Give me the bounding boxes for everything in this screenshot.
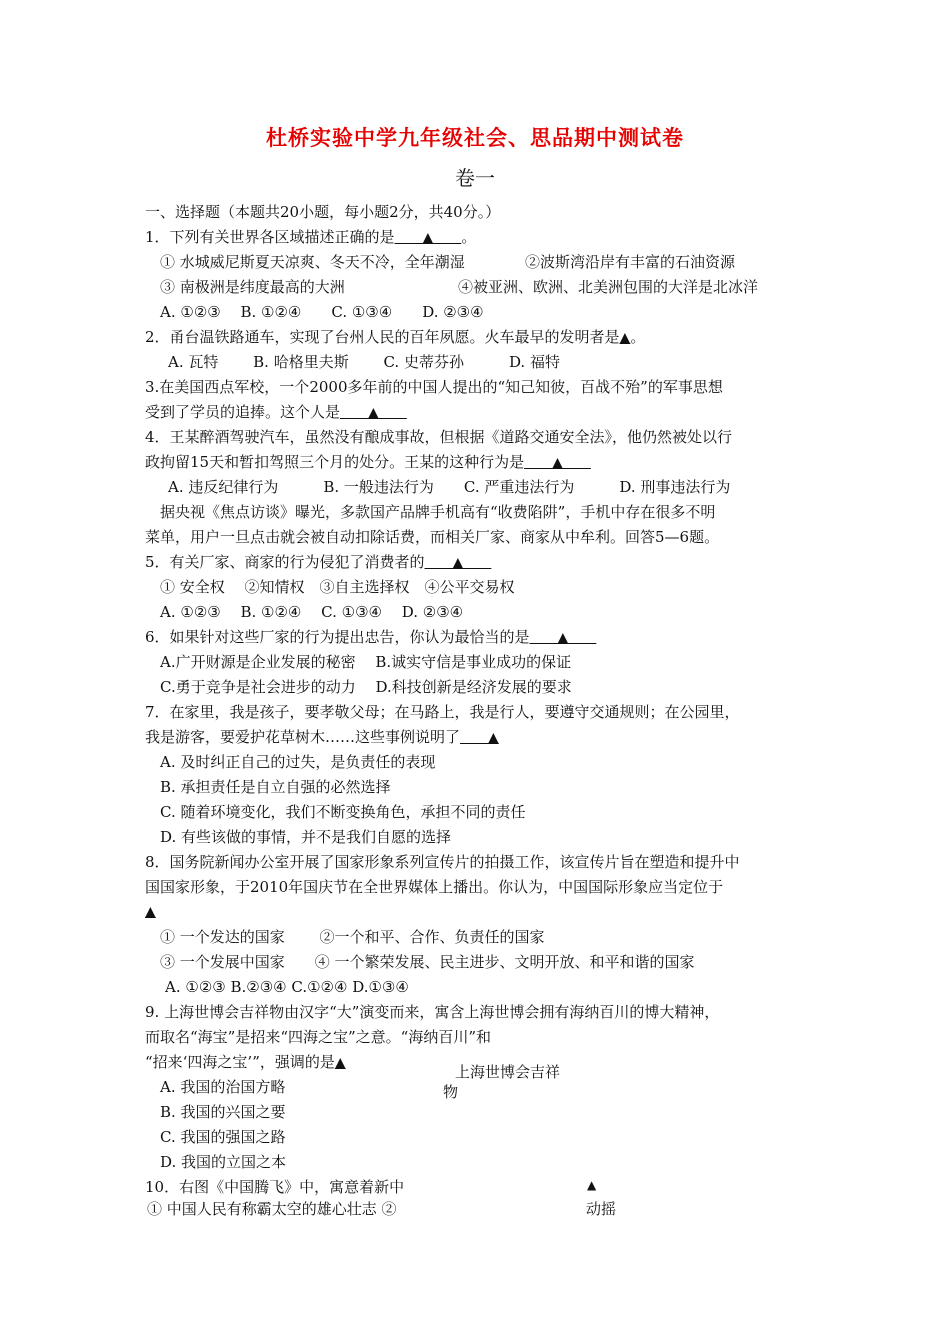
question-9-line-2: 而取名“海宝”是招来“四海之宝”之意。“海纳百川”和 xyxy=(145,1028,492,1046)
question-8-options-34: ③ 一个发展中国家 ④ 一个繁荣发展、民主进步、文明开放、和平和谐的国家 xyxy=(160,953,695,971)
section-heading: 一、选择题（本题共20小题，每小题2分，共40分。） xyxy=(145,203,501,221)
answer-blank: ▲ xyxy=(460,730,499,746)
answer-blank: ▲ xyxy=(619,330,631,346)
question-9-text: “招来‘四海之宝’”，强调的是 xyxy=(145,1053,335,1071)
question-6-text: 6．如果针对这些厂家的行为提出忠告，你认为最恰当的是 xyxy=(145,628,530,646)
question-4-choices: A. 违反纪律行为 B. 一般违法行为 C. 严重违法行为 D. 刑事违法行为 xyxy=(168,478,731,496)
page-subtitle: 卷一 xyxy=(455,166,495,190)
answer-blank: ▲ xyxy=(145,904,156,920)
question-1-text: 1．下列有关世界各区域描述正确的是 xyxy=(145,228,395,246)
question-7-text: 我是游客，要爱护花草树木……这些事例说明了 xyxy=(145,728,461,746)
question-10-option: ① 中国人民有称霸太空的雄心壮志 ② xyxy=(147,1200,397,1218)
question-1-option-2: ②波斯湾沿岸有丰富的石油资源 xyxy=(525,253,736,271)
question-2-choices: A. 瓦特 B. 哈格里夫斯 C. 史蒂芬孙 D. 福特 xyxy=(168,353,560,371)
answer-blank: ▲ xyxy=(334,1055,346,1071)
answer-marker: ▲ xyxy=(587,1178,597,1192)
question-10: 10．右图《中国腾飞》中，寓意着新中 xyxy=(145,1178,405,1196)
question-7-line-2 xyxy=(145,727,499,748)
question-9-option-c: C. 我国的强国之路 xyxy=(160,1128,286,1146)
context-line-2: 菜单，用户一旦点击就会被自动扣除话费，而相关厂家、商家从中牟利。回答5—6题。 xyxy=(145,528,720,546)
question-7-option-c: C. 随着环境变化，我们不断变换角色，承担不同的责任 xyxy=(160,803,526,821)
question-1-option-4: ④被亚洲、欧洲、北美洲包围的大洋是北冰洋 xyxy=(458,278,759,296)
question-4-text: 政拘留15天和暂扣驾照三个月的处分。王某的这种行为是 xyxy=(145,453,525,471)
question-8-choices: A. ①②③ B.②③④ C.①②④ D.①③④ xyxy=(165,978,409,996)
question-1-end: 。 xyxy=(461,228,477,246)
question-1 xyxy=(145,227,476,248)
question-10-fragment: 动摇 xyxy=(586,1200,617,1218)
question-8-line-2: 国国家形象，于2010年国庆节在全世界媒体上播出。你认为，中国国际形象应当定位于 xyxy=(145,878,724,896)
question-7-option-a: A. 及时纠正自己的过失，是负责任的表现 xyxy=(160,753,436,771)
question-5 xyxy=(145,552,491,573)
question-9-option-d: D. 我国的立国之本 xyxy=(160,1153,287,1171)
question-3-line-2 xyxy=(145,402,407,423)
question-3-text: 受到了学员的追捧。这个人是 xyxy=(145,403,341,421)
question-2 xyxy=(145,327,645,348)
question-9-option-a: A. 我国的治国方略 xyxy=(160,1078,286,1096)
answer-blank: ▲ xyxy=(529,630,597,646)
question-5-choices: A. ①②③ B. ①②④ C. ①③④ D. ②③④ xyxy=(160,603,464,621)
page-title: 杜桥实验中学九年级社会、思品期中测试卷 xyxy=(266,125,684,150)
mascot-caption: 上海世博会吉祥 xyxy=(455,1063,561,1081)
question-6-options-ab: A.广开财源是企业发展的秘密 B.诚实守信是事业成功的保证 xyxy=(160,653,572,671)
answer-blank: ▲ xyxy=(340,405,407,421)
question-1-choices: A. ①②③ B. ①②④ C. ①③④ D. ②③④ xyxy=(160,303,484,321)
question-9-option-b: B. 我国的兴国之要 xyxy=(160,1103,286,1121)
question-2-text: 2．甬台温铁路通车，实现了台州人民的百年夙愿。火车最早的发明者是 xyxy=(145,328,620,346)
question-1-option-3: ③ 南极洲是纬度最高的大洲 xyxy=(160,278,345,296)
question-6-options-cd: C.勇于竞争是社会进步的动力 D.科技创新是经济发展的要求 xyxy=(160,678,572,696)
question-8-options-12: ① 一个发达的国家 ②一个和平、合作、负责任的国家 xyxy=(160,928,545,946)
answer-blank: ▲ xyxy=(424,555,492,571)
answer-blank: ▲ xyxy=(394,230,462,246)
question-1-option-1: ① 水城威尼斯夏天凉爽、冬天不冷，全年潮湿 xyxy=(160,253,465,271)
context-line-1: 据央视《焦点访谈》曝光，多款国产品牌手机高有“收费陷阱”，手机中存在很多不明 xyxy=(160,503,716,521)
question-2-end: 。 xyxy=(630,328,646,346)
question-4-line-1: 4．王某醉酒驾驶汽车，虽然没有酿成事故，但根据《道路交通安全法》，他仍然被处以行 xyxy=(145,428,733,446)
question-7-line-1: 7．在家里，我是孩子，要孝敬父母；在马路上，我是行人，要遵守交通规则；在公园里， xyxy=(145,703,740,721)
mascot-caption-cont: 物 xyxy=(443,1083,459,1101)
question-4-line-2 xyxy=(145,452,591,473)
question-5-text: 5．有关厂家、商家的行为侵犯了消费者的 xyxy=(145,553,425,571)
question-9-line-3 xyxy=(145,1052,346,1073)
question-5-options: ① 安全权 ②知情权 ③自主选择权 ④公平交易权 xyxy=(160,578,515,596)
answer-blank: ▲ xyxy=(524,455,591,471)
question-6 xyxy=(145,627,596,648)
question-9-line-1: 9. 上海世博会吉祥物由汉字“大”演变而来，寓含上海世博会拥有海纳百川的博大精神， xyxy=(145,1003,720,1021)
question-7-option-b: B. 承担责任是自立自强的必然选择 xyxy=(160,778,391,796)
question-8-line-1: 8．国务院新闻办公室开展了国家形象系列宣传片的拍摄工作，该宣传片旨在塑造和提升中 xyxy=(145,853,740,871)
question-3-line-1: 3.在美国西点军校，一个2000多年前的中国人提出的“知己知彼，百战不殆”的军事思想 xyxy=(145,378,723,396)
question-7-option-d: D. 有些该做的事情，并不是我们自愿的选择 xyxy=(160,828,452,846)
